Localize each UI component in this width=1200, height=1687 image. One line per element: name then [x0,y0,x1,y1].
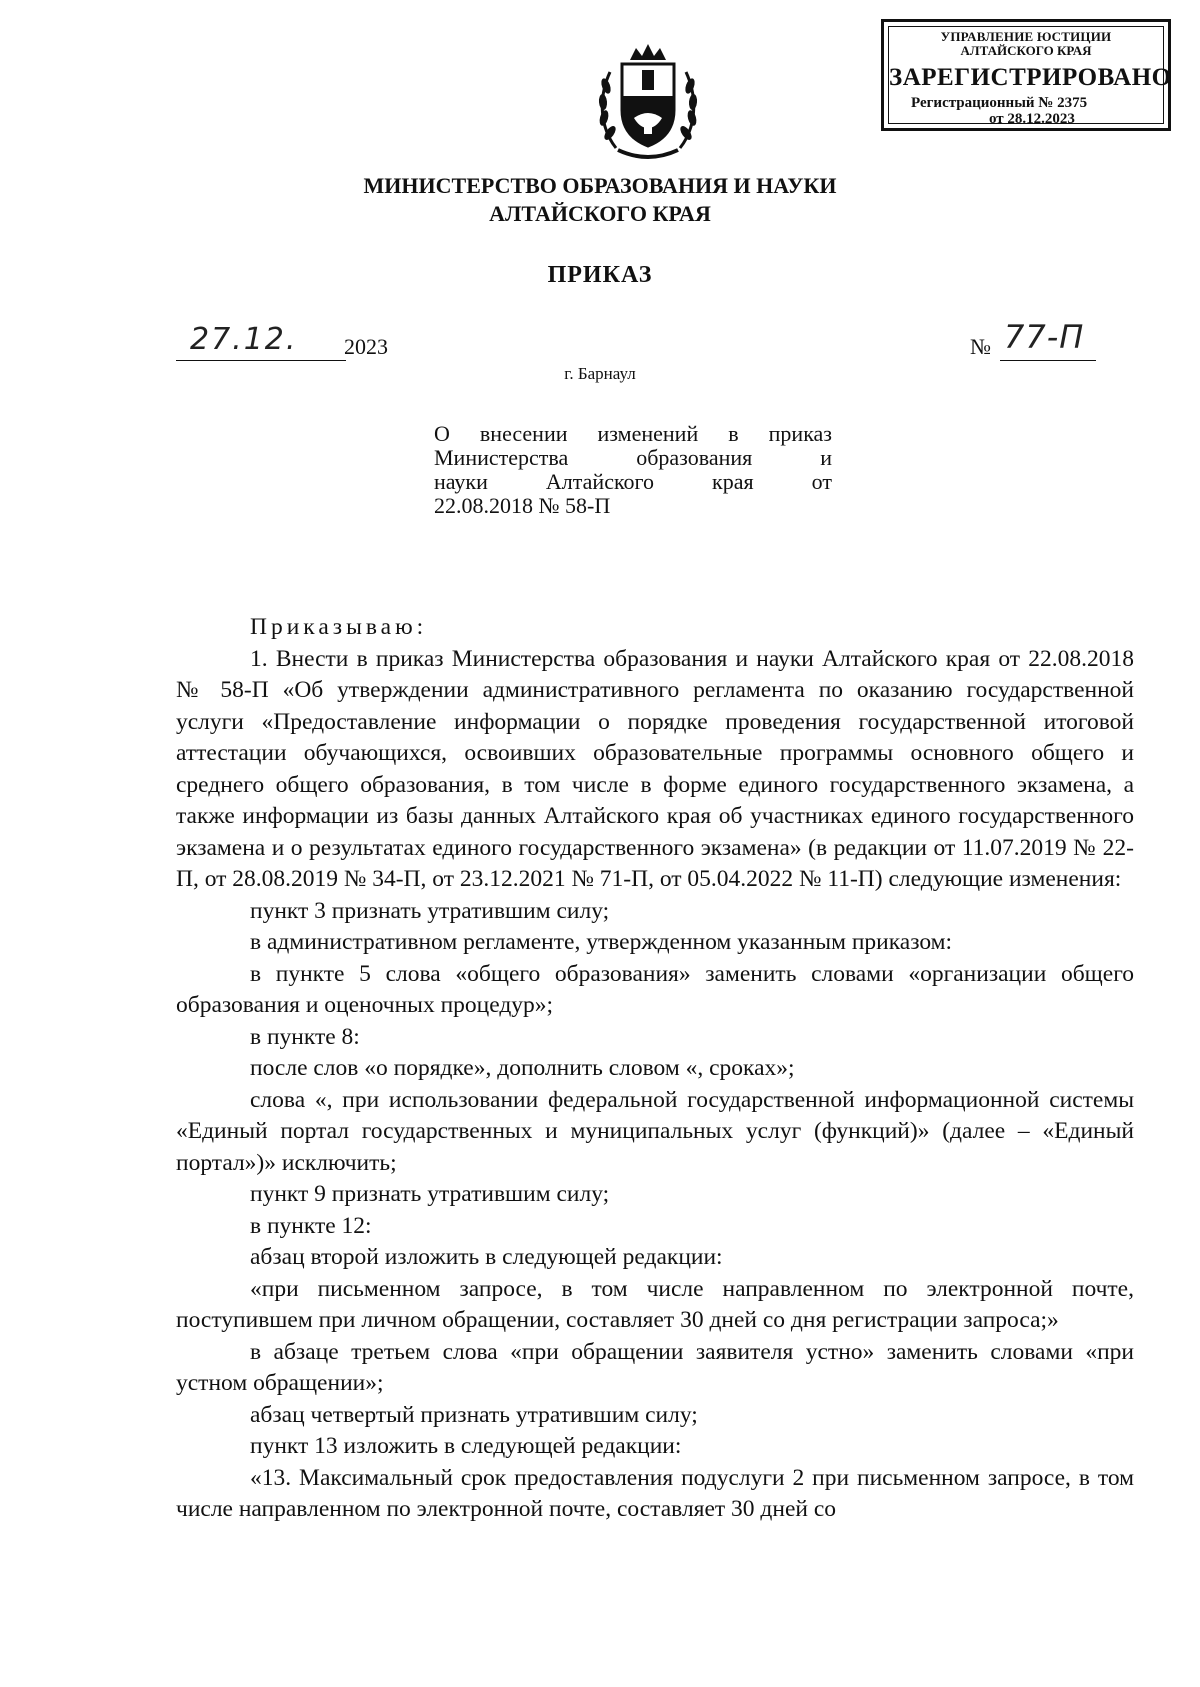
order-body [176,612,1134,1526]
body-paragraph: после слов «о порядке», дополнить словом «, сроках»; [250,1055,795,1081]
body-paragraph: в абзаце третьем слова «при обращении заявителя устно» заменить словами «при устном обращении»; [176,1338,1134,1396]
stamp-reg-number: Регистрационный № 2375 [911,95,1088,111]
body-paragraph: «13. Максимальный срок предоставления подуслуги 2 при письменном запросе, в том числе направленном по электронной почте, составляет 30 дней со [176,1464,1134,1522]
body-paragraph: абзац четвертый признать утратившим силу; [250,1401,698,1428]
body-paragraph: абзац второй изложить в следующей редакции: [250,1244,723,1270]
body-paragraph: слова «, при использовании федеральной государственной информационной системы «Единый портал государственных и муниципальных услуг (функций)» (далее – «Единый портал»)» исключить; [176,1086,1134,1176]
registration-stamp [881,19,1171,131]
body-paragraph: пункт 3 признать утратившим силу; [250,897,610,924]
body-paragraph: в пункте 5 слова «общего образования» заменить словами «организации общего образования и оценочных процедур»; [176,960,1134,1018]
order-directive: Приказываю: [250,614,428,640]
order-subject [434,422,832,518]
stamp-inner-border [888,26,1172,127]
body-paragraph: пункт 13 изложить в следующей редакции: [250,1433,682,1459]
subject-line: О внесении изменений в приказ [434,421,832,446]
body-paragraph: в административном регламенте, утвержденном указанным приказом: [250,929,953,955]
subject-line: 22.08.2018 № 58-П [434,493,611,518]
body-paragraph: в пункте 8: [250,1023,360,1050]
stamp-authority-line1: УПРАВЛЕНИЕ ЮСТИЦИИ [940,29,1112,44]
number-sign: № [970,334,991,359]
stamp-authority-line2: АЛТАЙСКОГО КРАЯ [960,43,1092,58]
ministry-name-line1: МИНИСТЕРСТВО ОБРАЗОВАНИЯ И НАУКИ [363,173,837,198]
document-type-title: ПРИКАЗ [547,262,653,288]
ministry-name-line2: АЛТАЙСКОГО КРАЯ [489,201,711,226]
subject-line: Министерства образования и [434,445,832,470]
body-paragraph: «при письменном запросе, в том числе направленном по электронной почте, поступившем при личном обращении, составляет 30 дней со дня регистрации запроса;» [176,1275,1134,1333]
body-paragraph: в пункте 12: [250,1212,372,1239]
city: г. Барнаул [564,364,636,383]
subject-line: науки Алтайского края от [434,469,832,494]
date-handwritten: 27.12. [190,322,298,357]
stamp-status: ЗАРЕГИСТРИРОВАНО [889,64,1172,91]
number-handwritten: 77-П [1004,318,1085,356]
body-paragraph: 1. Внести в приказ Министерства образования и науки Алтайского края от 22.08.2018 № 58-П «Об утверждении административного регламента по оказанию государственной услуги «Предоставление информации о порядке проведения государственной итоговой аттестации обучающихся, освоивших образовательные программы основного общего и среднего общего образования, в том числе в форме единого государственного экзамена, а также информации из базы данных Алтайского края об участниках единого государственного экзамена и о результатах единого государственного экзамена» (в редакции от 11.07.2019 № 22-П, от 28.08.2019 № 34-П, от 23.12.2021 № 71-П, от 05.04.2022 № 11-П) следующие изменения: [176,645,1134,892]
coat-of-arms-emblem [596,38,700,168]
body-paragraph: пункт 9 признать утратившим силу; [250,1181,610,1207]
stamp-reg-date: от 28.12.2023 [989,111,1075,127]
date-year: 2023 [344,334,388,359]
